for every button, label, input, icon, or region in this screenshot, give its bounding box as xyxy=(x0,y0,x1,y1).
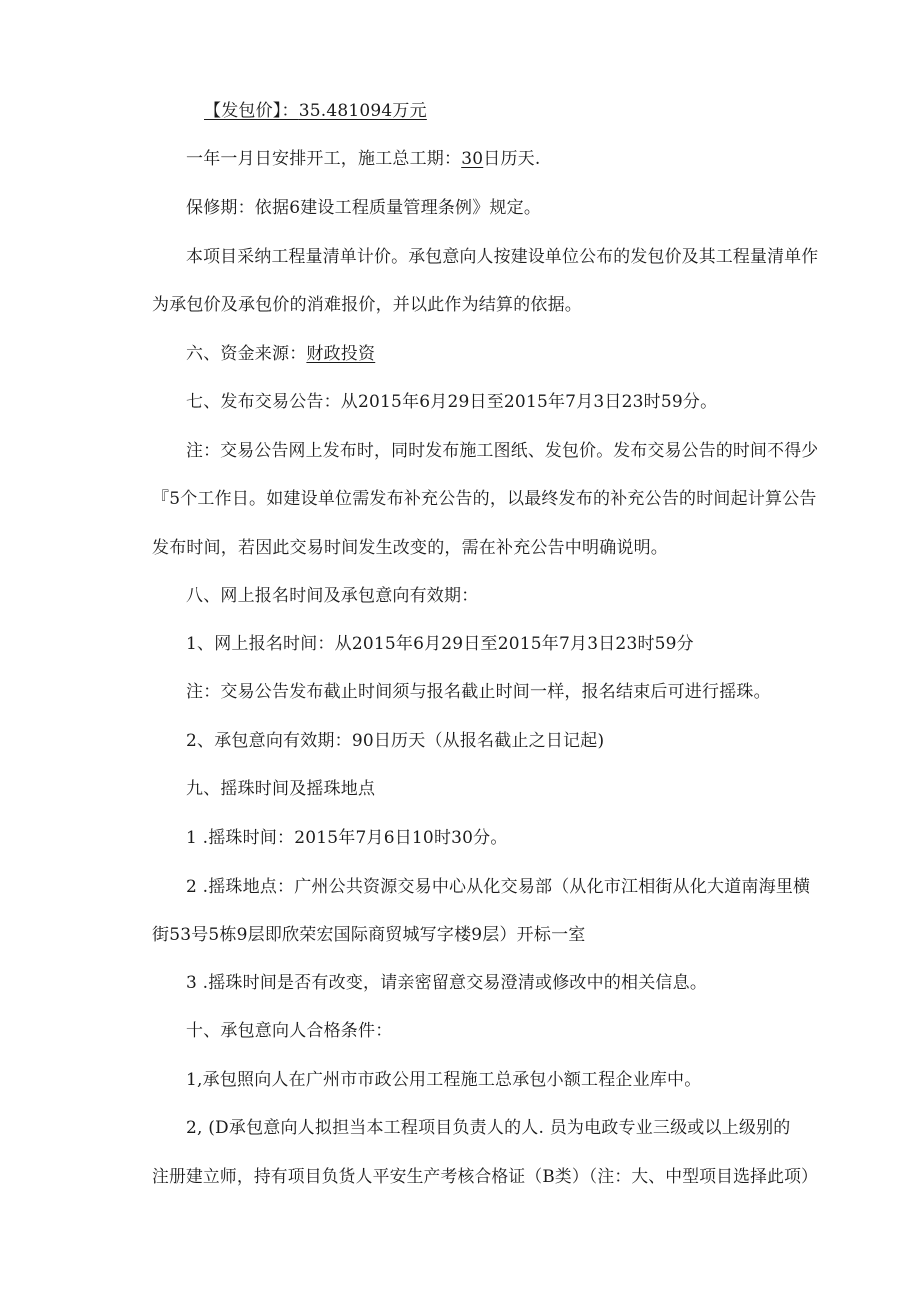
registration-time: 1、网上报名时间：从2015年6月29日至2015年7月3日23时59分 xyxy=(186,634,694,654)
schedule-text: 一年一月日安排开工，施工总工期： xyxy=(186,149,462,169)
section-9-heading: 九、摇珠时间及摇珠地点 xyxy=(186,779,376,799)
note1-line-3: 发布时间，若因此交易时间发生改变的，需在补充公告中明确说明。 xyxy=(152,538,668,558)
section-8-heading: 八、网上报名时间及承包意向有效期： xyxy=(186,586,479,606)
note2-line: 注：交易公告发布截止时间须与报名截止时间一样，报名结束后可进行摇珠。 xyxy=(186,682,771,702)
warranty-line: 保修期：依据6建设工程质量管理条例》规定。 xyxy=(186,198,542,218)
funding-value: 财政投资 xyxy=(306,344,376,364)
condition-2-line-2: 注册建立师，持有项目负货人平安生产考核合格证（B类）（注：大、中型项目选择此项） xyxy=(152,1167,819,1187)
pricing-line-2: 为承包价及承包价的消难报价，并以此作为结算的依据。 xyxy=(152,295,582,315)
lottery-place-line-2: 街53号5栋9层即欣荣宏国际商贸城写字楼9层）开标一室 xyxy=(152,925,586,945)
funding-label: 六、资金来源： xyxy=(186,344,307,364)
price-value: 35.481094万元 xyxy=(298,101,427,121)
condition-1: 1,承包照向人在广州市市政公用工程施工总承包小额工程企业库中。 xyxy=(186,1070,702,1090)
section-10-heading: 十、承包意向人合格条件： xyxy=(186,1021,393,1041)
announce-line: 七、发布交易公告：从2015年6月29日至2015年7月3日23时59分。 xyxy=(186,392,718,412)
lottery-place-line-1: 2 .摇珠地点：广州公共资源交易中心从化交易部（从化市江相街从化大道南海里横 xyxy=(186,877,811,897)
schedule-days: 30 xyxy=(461,149,484,169)
condition-2-line-1: 2, (D承包意向人拟担当本工程项目负责人的人. 员为电政专业三级或以上级别的 xyxy=(186,1118,791,1138)
note1-line-1: 注：交易公告网上发布时，同时发布施工图纸、发包价。发布交易公告的时间不得少 xyxy=(186,441,819,461)
lottery-change: 3 .摇珠时间是否有改变，请亲密留意交易澄清或修改中的相关信息。 xyxy=(186,973,708,993)
schedule-tail: 日历天. xyxy=(483,149,541,169)
lottery-time: 1 .摇珠时间：2015年7月6日10时30分。 xyxy=(186,828,508,848)
price-label: 【发包价】： xyxy=(204,101,299,121)
validity-line: 2、承包意向有效期：90日历天（从报名截止之日记起) xyxy=(186,731,605,751)
schedule-line xyxy=(186,148,540,170)
price-line xyxy=(204,100,427,122)
pricing-line-1: 本项目采纳工程量清单计价。承包意向人按建设单位公布的发包价及其工程量清单作 xyxy=(186,247,819,267)
funding-line xyxy=(186,343,375,365)
note1-line-2: 『5个工作日。如建设单位需发布补充公告的，以最终发布的补充公告的时间起计算公告 xyxy=(152,489,817,509)
